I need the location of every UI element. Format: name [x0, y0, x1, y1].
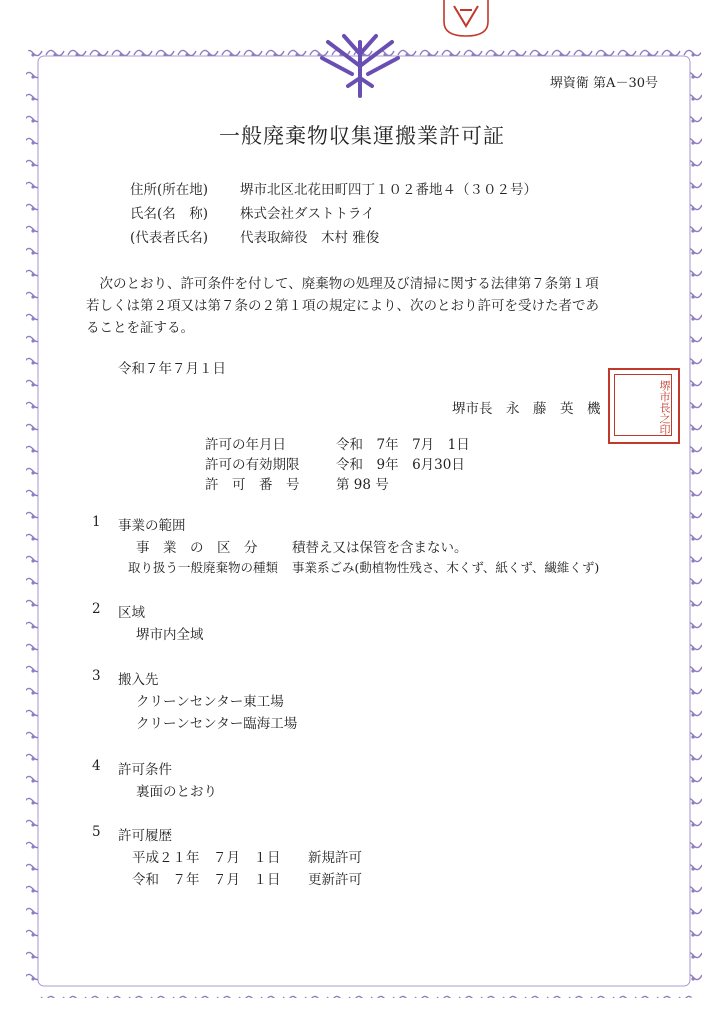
- permit-expiry-label: 許可の有効期限: [205, 457, 300, 473]
- section-5-number: 5: [92, 824, 101, 840]
- section-4-number: 4: [92, 758, 101, 774]
- conditions-value: 裏面のとおり: [136, 784, 217, 800]
- city-emblem-icon: [318, 28, 402, 100]
- issuer-name: 堺市長 永 藤 英 機: [452, 401, 601, 417]
- section-2-number: 2: [92, 601, 101, 617]
- section-3-heading: 搬入先: [118, 672, 159, 688]
- section-1-heading: 事業の範囲: [118, 518, 186, 534]
- corner-stamp-icon: [440, 0, 492, 38]
- history-date-1: 平成２１年 ７月 １日: [132, 850, 281, 866]
- permit-expiry-value: 令和 9年 6月30日: [336, 457, 465, 473]
- section-2-heading: 区域: [118, 605, 145, 621]
- section-4-heading: 許可条件: [118, 762, 172, 778]
- waste-type-value: 事業系ごみ(動植物性残さ、木くず、紙くず、繊維くず): [292, 560, 600, 575]
- destination-2: クリーンセンター臨海工場: [136, 716, 298, 732]
- address-value: 堺市北区北花田町四丁１０２番地４（３０２号）: [240, 182, 537, 198]
- waste-type-label: 取り扱う一般廃棄物の種類: [128, 560, 279, 575]
- destination-1: クリーンセンター東工場: [136, 694, 284, 710]
- section-3-number: 3: [92, 668, 101, 684]
- history-event-1: 新規許可: [308, 850, 362, 866]
- official-seal-icon: [608, 368, 680, 444]
- address-label: 住所(所在地): [130, 182, 209, 198]
- seal-text: 堺市長之印: [658, 380, 671, 435]
- history-event-2: 更新許可: [308, 872, 362, 888]
- permit-code: 堺資衛 第A－30号: [549, 76, 658, 91]
- statement-line-3: ることを証する。: [86, 320, 194, 336]
- section-5-heading: 許可履歴: [118, 828, 172, 844]
- statement-line-2: 若しくは第２項又は第７条の２第１項の規定により、次のとおり許可を受けた者であ: [86, 298, 599, 314]
- area-value: 堺市内全域: [136, 627, 204, 643]
- representative-label: (代表者氏名): [130, 230, 209, 246]
- permit-date-value: 令和 7年 7月 1日: [336, 437, 470, 453]
- name-label: 氏名(名 称): [130, 206, 209, 222]
- issue-date: 令和７年７月１日: [118, 361, 226, 377]
- document-title: 一般廃棄物収集運搬業許可証: [219, 124, 505, 148]
- permit-date-label: 許可の年月日: [205, 437, 286, 453]
- business-type-label: 事 業 の 区 分: [136, 540, 258, 556]
- statement-line-1: 次のとおり、許可条件を付して、廃棄物の処理及び清掃に関する法律第７条第１項: [86, 276, 599, 292]
- permit-number-label: 許 可 番 号: [205, 477, 300, 493]
- permit-number-value: 第 98 号: [336, 477, 389, 493]
- representative-value: 代表取締役 木村 雅俊: [240, 230, 380, 246]
- name-value: 株式会社ダストトライ: [240, 206, 375, 222]
- history-date-2: 令和 ７年 ７月 １日: [132, 872, 281, 888]
- business-type-value: 積替え又は保管を含まない。: [292, 540, 468, 556]
- section-1-number: 1: [92, 514, 101, 530]
